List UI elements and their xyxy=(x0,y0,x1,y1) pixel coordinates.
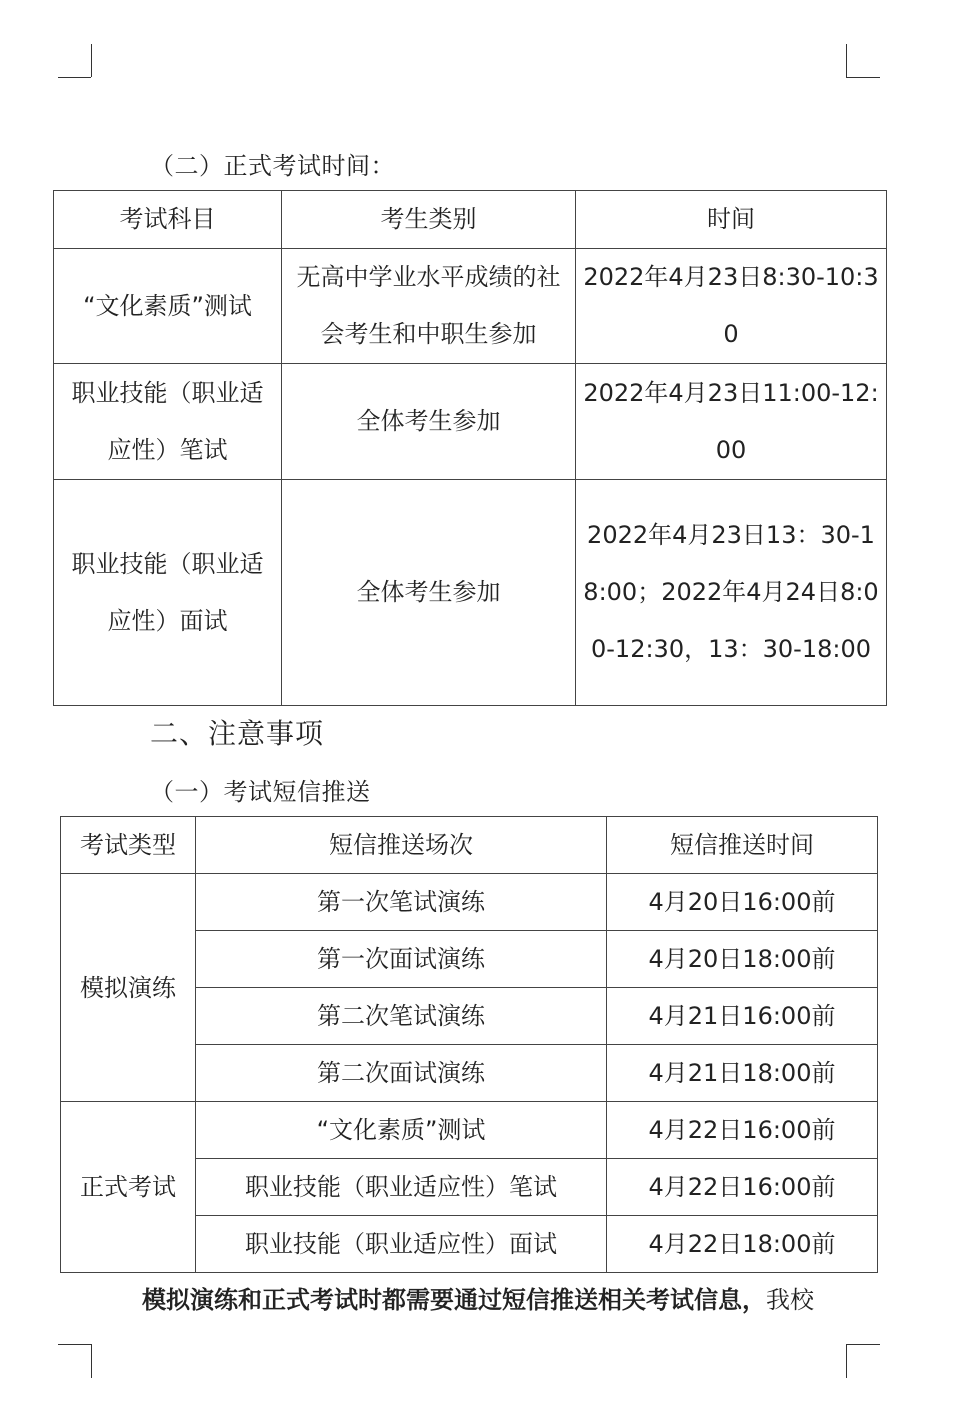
sms-time-cell: 4月22日18:00前 xyxy=(607,1216,878,1273)
crop-mark-top-right xyxy=(846,44,847,77)
category-cell: 全体考生参加 xyxy=(282,480,576,706)
time-cell: 2022年4月23日8:30-10:30 xyxy=(576,249,887,364)
crop-mark-bottom-left xyxy=(58,1344,91,1345)
sms-time-cell: 4月21日16:00前 xyxy=(607,988,878,1045)
exam-schedule-table xyxy=(53,190,887,706)
session-cell: “文化素质”测试 xyxy=(196,1102,607,1159)
crop-mark-bottom-right xyxy=(846,1344,880,1345)
sms-time-cell: 4月22日16:00前 xyxy=(607,1159,878,1216)
footer-normal-text: 我校 xyxy=(766,1286,814,1314)
footer-bold-text: 模拟演练和正式考试时都需要通过短信推送相关考试信息， xyxy=(142,1286,766,1314)
exam-time-heading: （二）正式考试时间： xyxy=(150,152,395,180)
session-cell: 第一次面试演练 xyxy=(196,931,607,988)
crop-mark-bottom-right xyxy=(846,1344,847,1378)
crop-mark-top-right xyxy=(846,77,880,78)
session-cell: 职业技能（职业适应性）笔试 xyxy=(196,1159,607,1216)
table-row xyxy=(54,249,887,364)
header-subject: 考试科目 xyxy=(54,191,282,249)
table-row xyxy=(61,874,878,931)
subject-cell: 职业技能（职业适应性）笔试 xyxy=(54,364,282,480)
session-cell: 第一次笔试演练 xyxy=(196,874,607,931)
footer-paragraph xyxy=(142,1280,814,1315)
sms-schedule-table xyxy=(60,816,878,1273)
time-cell: 2022年4月23日11:00-12:00 xyxy=(576,364,887,480)
subject-cell: “文化素质”测试 xyxy=(54,249,282,364)
exam-type-cell: 模拟演练 xyxy=(61,874,196,1102)
time-cell: 2022年4月23日13：30-18:00；2022年4月24日8:00-12:30，13：30-18:00 xyxy=(576,480,887,706)
crop-mark-bottom-left xyxy=(91,1344,92,1378)
sms-time-cell: 4月20日16:00前 xyxy=(607,874,878,931)
table-row xyxy=(61,1102,878,1159)
subject-cell: 职业技能（职业适应性）面试 xyxy=(54,480,282,706)
sms-heading: （一）考试短信推送 xyxy=(150,778,371,806)
crop-mark-top-left xyxy=(58,77,91,78)
table-row xyxy=(54,480,887,706)
sms-time-cell: 4月20日18:00前 xyxy=(607,931,878,988)
session-cell: 职业技能（职业适应性）面试 xyxy=(196,1216,607,1273)
category-cell: 全体考生参加 xyxy=(282,364,576,480)
table-row xyxy=(54,364,887,480)
header-sms-session: 短信推送场次 xyxy=(196,817,607,874)
sms-time-cell: 4月22日16:00前 xyxy=(607,1102,878,1159)
session-cell: 第二次面试演练 xyxy=(196,1045,607,1102)
table-header-row xyxy=(61,817,878,874)
crop-mark-top-left xyxy=(91,44,92,77)
notes-heading: 二、注意事项 xyxy=(150,717,325,750)
header-sms-time: 短信推送时间 xyxy=(607,817,878,874)
header-time: 时间 xyxy=(576,191,887,249)
header-category: 考生类别 xyxy=(282,191,576,249)
category-cell: 无高中学业水平成绩的社会考生和中职生参加 xyxy=(282,249,576,364)
sms-time-cell: 4月21日18:00前 xyxy=(607,1045,878,1102)
table-header-row xyxy=(54,191,887,249)
session-cell: 第二次笔试演练 xyxy=(196,988,607,1045)
header-exam-type: 考试类型 xyxy=(61,817,196,874)
exam-type-cell: 正式考试 xyxy=(61,1102,196,1273)
